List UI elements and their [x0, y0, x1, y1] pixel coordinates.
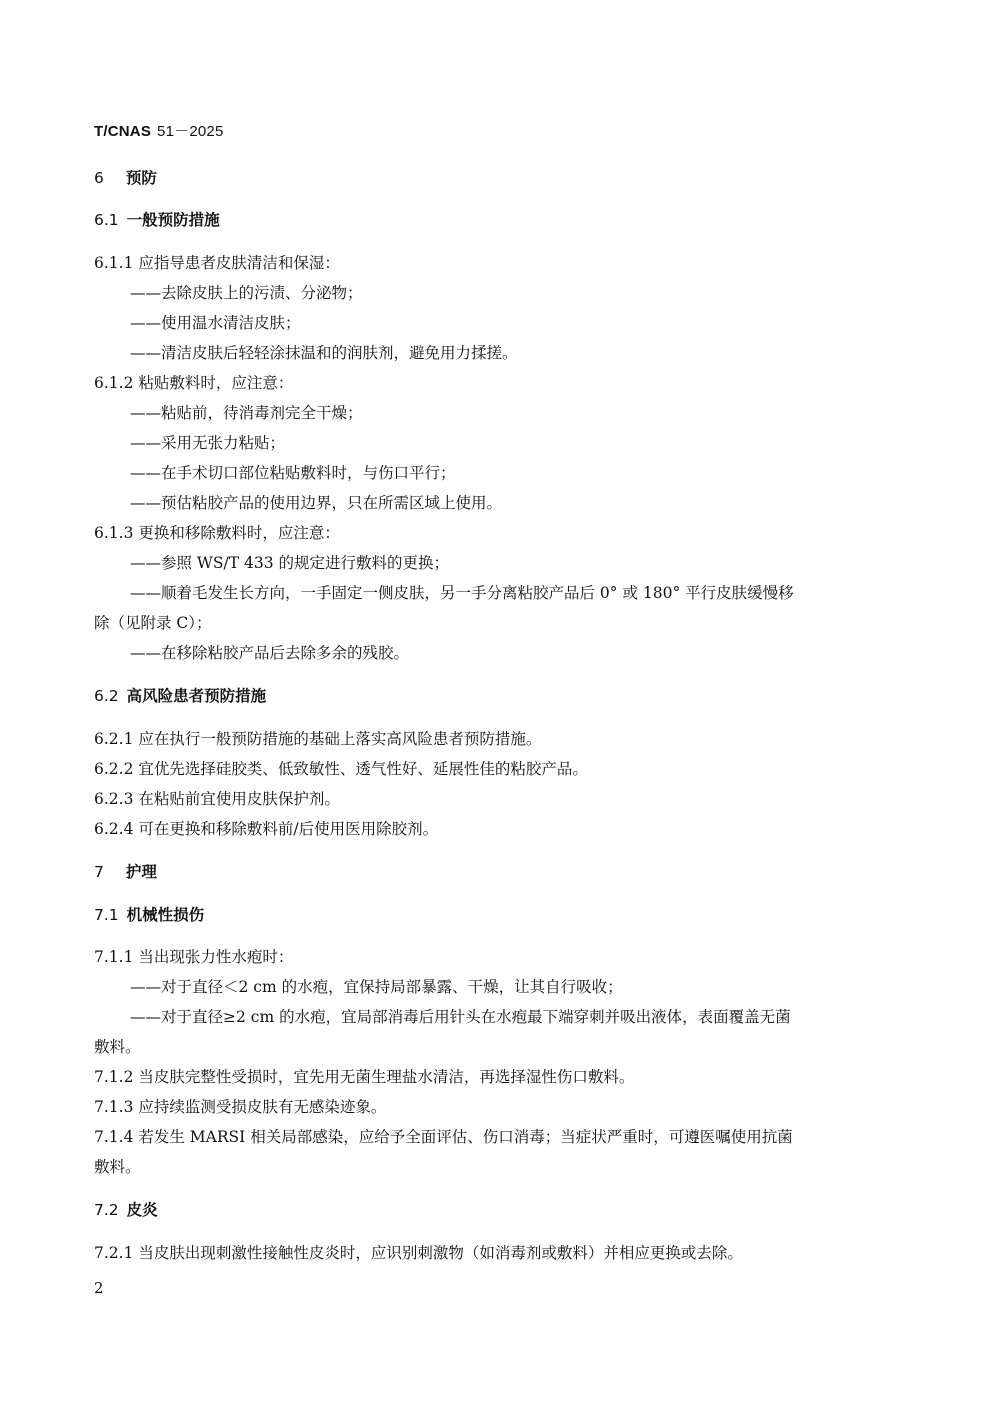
subsection-heading: [94, 904, 894, 926]
list-item: ——在移除粘胶产品后去除多余的残胶。: [130, 644, 410, 662]
heading-number: 6.1: [94, 211, 119, 229]
clause-paragraph: 6.1.1 应指导患者皮肤清洁和保湿：: [94, 254, 340, 272]
list-item: ——对于直径＜2 cm 的水疱，宜保持局部暴露、干燥，让其自行吸收；: [130, 978, 623, 996]
paragraph-continuation: 敷料。: [94, 1158, 141, 1176]
clause-paragraph: 7.1.2 当皮肤完整性受损时，宜先用无菌生理盐水清洁，再选择湿性伤口敷料。: [94, 1068, 635, 1086]
heading-number: 6: [94, 169, 104, 187]
list-item: ——粘贴前，待消毒剂完全干燥；: [130, 404, 363, 422]
clause-paragraph: 6.2.2 宜优先选择硅胶类、低致敏性、透气性好、延展性佳的粘胶产品。: [94, 760, 588, 778]
list-item: ——顺着毛发生长方向，一手固定一侧皮肤，另一手分离粘胶产品后 0° 或 180° 平行皮肤缓慢移: [130, 584, 794, 602]
standard-header: [94, 120, 224, 141]
list-item: ——清洁皮肤后轻轻涂抹温和的润肤剂，避免用力揉搓。: [130, 344, 518, 362]
standard-prefix: T/CNAS: [94, 123, 152, 140]
clause-paragraph: 6.2.3 在粘贴前宜使用皮肤保护剂。: [94, 790, 340, 808]
heading-number: 7.1: [94, 906, 119, 924]
clause-paragraph: 7.1.1 当出现张力性水疱时：: [94, 948, 294, 966]
clause-paragraph: 7.1.3 应持续监测受损皮肤有无感染迹象。: [94, 1098, 387, 1116]
list-item: ——预估粘胶产品的使用边界，只在所需区域上使用。: [130, 494, 503, 512]
heading-number: 6.2: [94, 687, 119, 705]
list-item: ——去除皮肤上的污渍、分泌物；: [130, 284, 363, 302]
list-item: ——采用无张力粘贴；: [130, 434, 286, 452]
clause-paragraph: 6.1.3 更换和移除敷料时，应注意：: [94, 524, 340, 542]
heading-title: 预防: [125, 169, 157, 187]
paragraph-continuation: 除（见附录 C）；: [94, 614, 212, 632]
heading-number: 7: [94, 863, 104, 881]
subsection-heading: [94, 685, 894, 707]
clause-paragraph: 7.2.1 当皮肤出现刺激性接触性皮炎时，应识别刺激物（如消毒剂或敷料）并相应更换或去除。: [94, 1244, 743, 1262]
heading-title: 一般预防措施: [126, 211, 220, 229]
clause-paragraph: 6.1.2 粘贴敷料时，应注意：: [94, 374, 294, 392]
paragraph-continuation: 敷料。: [94, 1038, 141, 1056]
heading-title: 高风险患者预防措施: [126, 687, 267, 705]
heading-title: 皮炎: [126, 1201, 158, 1219]
list-item: ——对于直径≥2 cm 的水疱，宜局部消毒后用针头在水疱最下端穿刺并吸出液体，表面覆盖无菌: [130, 1008, 791, 1026]
page-number: 2: [94, 1279, 104, 1297]
clause-paragraph: 6.2.1 应在执行一般预防措施的基础上落实高风险患者预防措施。: [94, 730, 542, 748]
list-item: ——参照 WS/T 433 的规定进行敷料的更换；: [130, 554, 449, 572]
heading-number: 7.2: [94, 1201, 119, 1219]
clause-paragraph: 6.2.4 可在更换和移除敷料前/后使用医用除胶剂。: [94, 820, 439, 838]
heading-title: 护理: [125, 863, 157, 881]
heading-title: 机械性损伤: [126, 906, 205, 924]
list-item: ——在手术切口部位粘贴敷料时，与伤口平行；: [130, 464, 456, 482]
clause-paragraph: 7.1.4 若发生 MARSI 相关局部感染，应给予全面评估、伤口消毒；当症状严重时，可遵医嘱使用抗菌: [94, 1128, 793, 1146]
subsection-heading: [94, 209, 894, 231]
section-heading: [94, 167, 894, 189]
section-heading: [94, 861, 894, 883]
standard-number: 51－2025: [157, 123, 224, 140]
list-item: ——使用温水清洁皮肤；: [130, 314, 301, 332]
subsection-heading: [94, 1199, 894, 1221]
